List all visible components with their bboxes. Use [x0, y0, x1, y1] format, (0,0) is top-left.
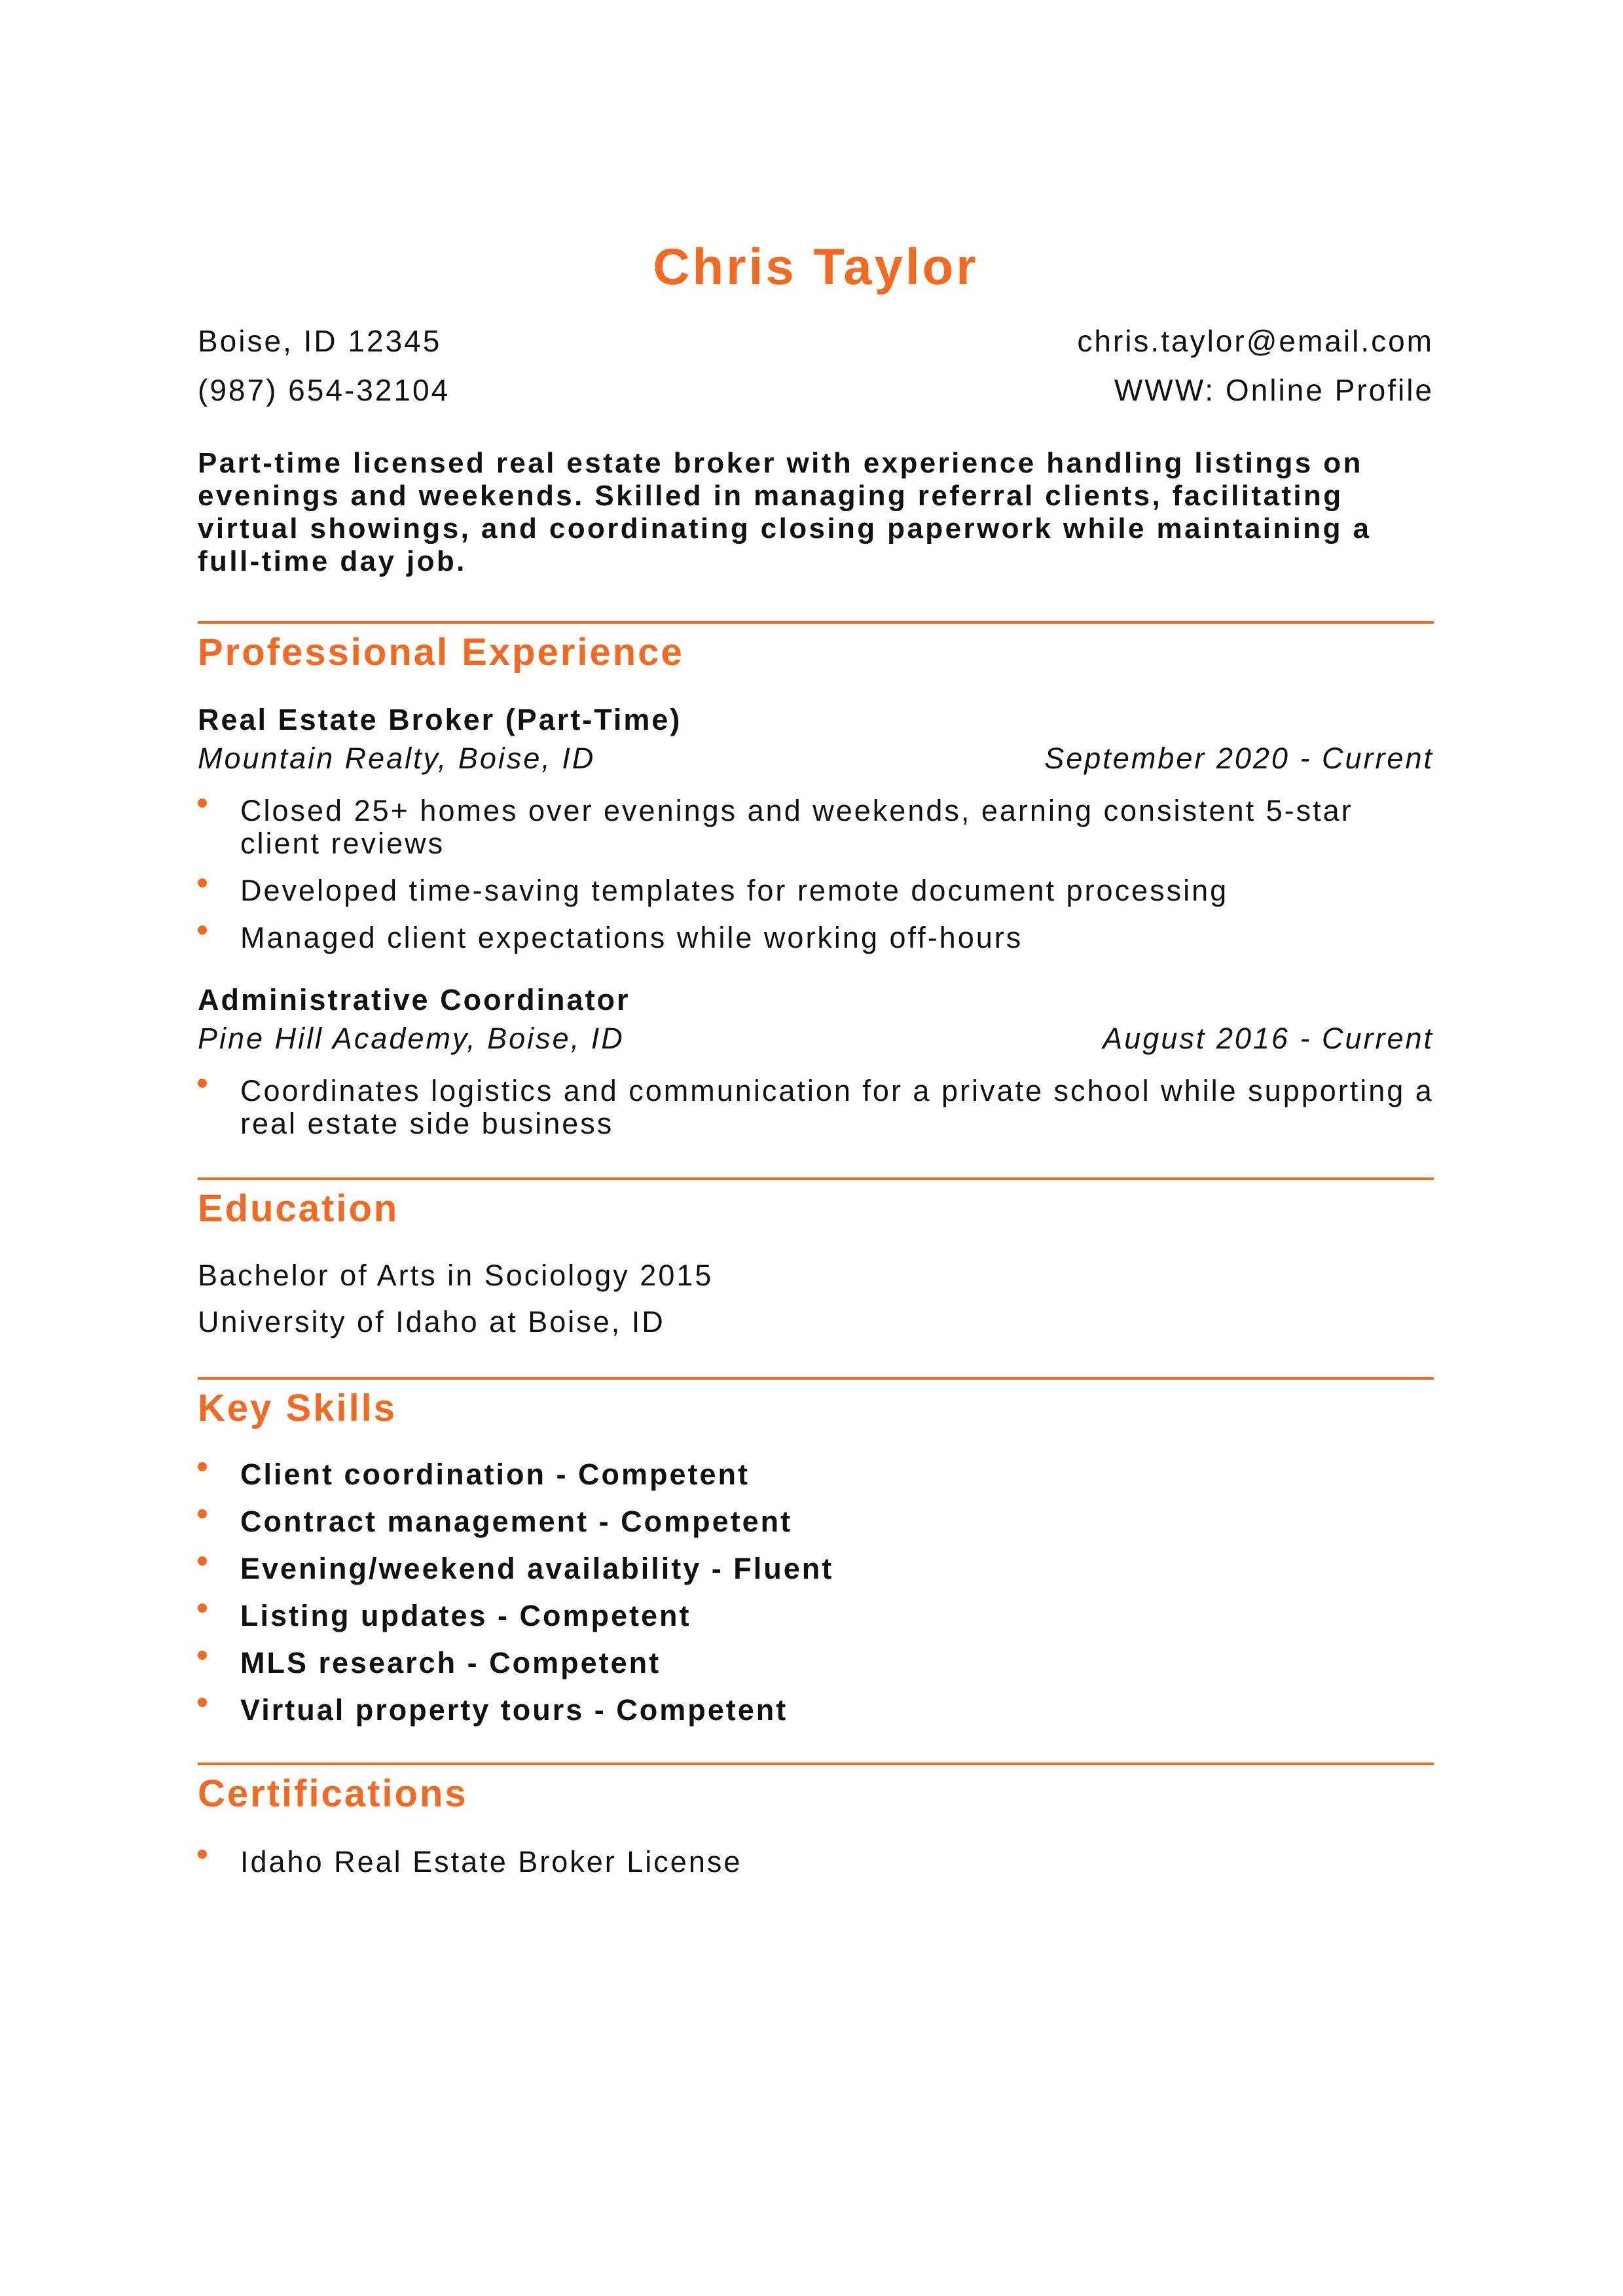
- contact-row-2: [198, 372, 1434, 408]
- candidate-name: Chris Taylor: [653, 238, 979, 295]
- certifications-list: [198, 1846, 1434, 1893]
- bullet-icon: [198, 1698, 207, 1707]
- bullet-icon: [198, 1651, 207, 1660]
- section-divider: [198, 1763, 1434, 1765]
- list-item: Closed 25+ homes over evenings and weekends, earning consistent 5-star client reviews: [198, 795, 1434, 860]
- online-profile-link[interactable]: WWW: Online Profile: [1114, 373, 1434, 407]
- section-divider: [198, 1377, 1434, 1380]
- phone-number: (987) 654-32104: [198, 373, 450, 407]
- bullet-icon: [198, 925, 207, 935]
- bullet-icon: [198, 1462, 207, 1471]
- section-title-skills: Key Skills: [198, 1387, 397, 1429]
- section-title-experience: Professional Experience: [198, 631, 684, 673]
- list-item: Idaho Real Estate Broker License: [198, 1846, 1434, 1878]
- section-title-certifications: Certifications: [198, 1772, 468, 1815]
- list-item: MLS research - Competent: [198, 1647, 1434, 1679]
- bullet-icon: [198, 1079, 207, 1088]
- list-item: Listing updates - Competent: [198, 1600, 1434, 1632]
- bullet-icon: [198, 798, 207, 808]
- professional-summary: Part-time licensed real estate broker with experience handling listings on evenings and weekends. Skilled in managing referral clients, facilitating virtual showings, and coordinating closing paperwork while maintaining a full-time day job.: [198, 447, 1372, 577]
- job-title: Real Estate Broker (Part-Time): [198, 703, 682, 736]
- job-dates: August 2016 - Current: [1103, 1022, 1434, 1055]
- job-meta: [198, 1020, 1434, 1057]
- contact-row-1: [198, 323, 1434, 359]
- bullet-icon: [198, 1604, 207, 1613]
- job-bullets: [198, 795, 1434, 969]
- list-item: Evening/weekend availability - Fluent: [198, 1552, 1434, 1585]
- section-divider: [198, 1177, 1434, 1180]
- section-divider: [198, 621, 1434, 624]
- job-bullets: [198, 1075, 1434, 1155]
- job-company: Pine Hill Academy, Boise, ID: [198, 1022, 625, 1055]
- list-item: Coordinates logistics and communication for a private school while supporting a real estate side business: [198, 1075, 1434, 1140]
- email-link[interactable]: chris.taylor@email.com: [1077, 324, 1434, 358]
- skills-list: [198, 1458, 1434, 1741]
- list-item: Virtual property tours - Competent: [198, 1694, 1434, 1727]
- bullet-icon: [198, 1850, 207, 1859]
- bullet-icon: [198, 1509, 207, 1518]
- list-item: Developed time-saving templates for remote document processing: [198, 874, 1434, 907]
- bullet-icon: [198, 1556, 207, 1566]
- bullet-icon: [198, 878, 207, 888]
- job-company: Mountain Realty, Boise, ID: [198, 742, 596, 775]
- job-dates: September 2020 - Current: [1044, 742, 1434, 775]
- list-item: Client coordination - Competent: [198, 1458, 1434, 1491]
- education-school: University of Idaho at Boise, ID: [198, 1305, 665, 1338]
- education-degree: Bachelor of Arts in Sociology 2015: [198, 1259, 714, 1292]
- job-title: Administrative Coordinator: [198, 983, 630, 1016]
- list-item: Contract management - Competent: [198, 1505, 1434, 1538]
- list-item: Managed client expectations while working off-hours: [198, 922, 1434, 954]
- section-title-education: Education: [198, 1187, 399, 1230]
- job-meta: [198, 740, 1434, 777]
- location: Boise, ID 12345: [198, 324, 442, 358]
